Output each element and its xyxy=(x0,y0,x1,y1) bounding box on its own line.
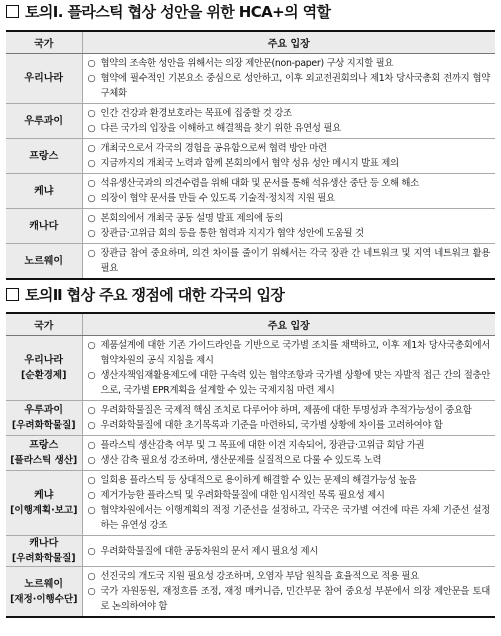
table-row xyxy=(6,139,495,174)
circle-bullet-icon: ○ xyxy=(87,158,96,169)
position-cell xyxy=(82,336,495,401)
circle-bullet-icon: ○ xyxy=(87,490,96,501)
table-row xyxy=(6,401,495,436)
country-name: 프랑스 xyxy=(29,440,59,451)
circle-bullet-icon: ○ xyxy=(87,505,96,516)
circle-bullet-icon: ○ xyxy=(87,370,96,381)
table-row xyxy=(6,536,495,567)
position-item xyxy=(88,569,491,584)
circle-bullet-icon: ○ xyxy=(87,440,96,451)
position-text: 일회용 플라스틱 등 상대적으로 용이하게 해결할 수 있는 문제의 해결가능성 높음 xyxy=(100,475,417,486)
country-name: 우루과이 xyxy=(24,115,64,127)
circle-bullet-icon: ○ xyxy=(87,455,96,466)
country-name: 프랑스 xyxy=(29,150,59,162)
header-position: 주요 입장 xyxy=(82,313,495,336)
position-item xyxy=(88,226,491,241)
circle-bullet-icon: ○ xyxy=(87,340,96,351)
header-country: 국가 xyxy=(6,313,82,336)
position-item xyxy=(88,584,491,614)
position-text: 개최국으로서 각국의 경험을 공유함으로써 협력 방안 마련 xyxy=(100,143,327,154)
position-cell xyxy=(82,567,495,618)
circle-bullet-icon: ○ xyxy=(87,405,96,416)
position-text: 제거가능한 플라스틱 및 우려화학물질에 대한 임시적인 목록 필요성 제시 xyxy=(100,490,385,501)
table-row xyxy=(6,54,495,104)
country-cell xyxy=(6,336,82,401)
country-name: 캐나다 xyxy=(29,538,59,549)
position-text: 장관급·고위급 회의 등을 통한 협력과 지지가 협약 성안에 도움될 것 xyxy=(100,228,364,239)
position-cell xyxy=(82,174,495,209)
position-cell xyxy=(82,139,495,174)
position-text: 플라스틱 생산감축 여부 및 그 목표에 대한 이견 지속되어, 장관급·고위급 회담 가권 xyxy=(100,440,425,451)
position-item xyxy=(88,488,491,503)
country-cell xyxy=(6,567,82,618)
table-row xyxy=(6,567,495,618)
checkbox-square-icon xyxy=(6,5,19,18)
circle-bullet-icon: ○ xyxy=(87,58,96,69)
position-text: 협약의 조속한 성안을 위해서는 의장 제안문(non-paper) 구상 지지할 필요 xyxy=(100,58,394,69)
issue-label: [이행계획·보고] xyxy=(10,505,78,516)
position-text: 장관급 참여 중요하며, 의견 차이를 줄이기 위해서는 각국 장관 간 네트워크 및 지역 네트워크 활용 필요 xyxy=(100,248,490,274)
country-cell xyxy=(6,401,82,436)
circle-bullet-icon: ○ xyxy=(87,73,96,84)
circle-bullet-icon: ○ xyxy=(87,228,96,239)
circle-bullet-icon: ○ xyxy=(87,123,96,134)
position-text: 협약에 필수적인 기본요소 중심으로 성안하고, 이후 외교전권회의나 제1차 당사국총회 전까지 협약 구체화 xyxy=(100,73,490,99)
table-row xyxy=(6,104,495,139)
issue-label: [우려화학물질] xyxy=(11,553,76,564)
circle-bullet-icon: ○ xyxy=(87,475,96,486)
section2-table xyxy=(6,312,495,618)
position-item xyxy=(88,403,491,418)
position-item xyxy=(88,121,491,136)
position-item xyxy=(88,544,491,559)
position-item xyxy=(88,56,491,71)
table-row xyxy=(6,336,495,401)
country-name: 캐나다 xyxy=(29,220,59,232)
country-name: 우루과이 xyxy=(24,405,64,416)
country-cell xyxy=(6,209,82,244)
country-cell xyxy=(6,536,82,567)
position-item xyxy=(88,473,491,488)
circle-bullet-icon: ○ xyxy=(87,143,96,154)
position-text: 지금까지의 개최국 노력과 함께 본회의에서 협약 성유 성안 메시지 발표 제의 xyxy=(100,158,399,169)
table-row xyxy=(6,436,495,471)
country-name: 우리나라 xyxy=(24,355,64,366)
circle-bullet-icon: ○ xyxy=(87,213,96,224)
table-header-row xyxy=(6,31,495,54)
position-text: 생산 감축 필요성 강조하며, 생산문제를 실질적으로 다룰 수 있도록 노력 xyxy=(100,455,382,466)
country-cell xyxy=(6,54,82,104)
section1-table xyxy=(6,30,495,280)
position-item xyxy=(88,418,491,433)
position-item xyxy=(88,438,491,453)
header-country: 국가 xyxy=(6,31,82,54)
position-cell xyxy=(82,209,495,244)
table-row xyxy=(6,471,495,536)
country-name: 노르웨이 xyxy=(24,578,64,590)
table-row xyxy=(6,209,495,244)
header-position: 주요 입장 xyxy=(82,31,495,54)
position-item xyxy=(88,71,491,101)
checkbox-square-icon xyxy=(6,288,19,301)
position-cell xyxy=(82,54,495,104)
position-cell xyxy=(82,244,495,280)
position-cell xyxy=(82,471,495,536)
position-cell xyxy=(82,401,495,436)
position-cell xyxy=(82,104,495,139)
position-text: 다른 국가의 입장을 이해하고 해결책을 찾기 위한 유연성 필요 xyxy=(100,123,341,134)
position-item xyxy=(88,106,491,121)
circle-bullet-icon: ○ xyxy=(87,248,96,259)
position-text: 선진국의 개도국 지원 필요성 강조하며, 오염자 부담 원칙을 효율적으로 적용 필요 xyxy=(100,571,419,582)
table-header-row xyxy=(6,313,495,336)
table-row xyxy=(6,174,495,209)
country-name: 우리나라 xyxy=(24,73,64,84)
country-name: 노르웨이 xyxy=(24,255,64,267)
section1-title: 토의Ⅰ. 플라스틱 협상 성안을 위한 HCA+의 역할 xyxy=(6,3,330,21)
circle-bullet-icon: ○ xyxy=(87,545,96,557)
section2-title: 토의Ⅱ 협상 주요 쟁점에 대한 각국의 입장 xyxy=(6,286,284,304)
circle-bullet-icon: ○ xyxy=(87,178,96,189)
position-text: 국가 자원동원, 재정흐름 조정, 재정 매커니즘, 민간부문 참여 중요성 부분에서 의장 제안문을 토대로 논의하여야 함 xyxy=(100,586,490,612)
position-cell xyxy=(82,536,495,567)
country-name: 케냐 xyxy=(34,185,54,197)
country-cell xyxy=(6,436,82,471)
position-text: 제품설계에 대한 기존 가이드라인을 기반으로 국가별 조치를 채택하고, 이후 제1차 당사국총회에서 협약차원의 공식 지침을 제시 xyxy=(100,340,490,366)
position-item xyxy=(88,453,491,468)
circle-bullet-icon: ○ xyxy=(87,586,96,597)
position-text: 석유생산국과의 의견수렴을 위해 대화 및 문서를 통해 석유생산 중단 등 오해 해소 xyxy=(100,178,419,189)
issue-label: [순환경제] xyxy=(21,370,67,381)
position-item xyxy=(88,246,491,276)
position-text: 우려화학물질은 국제적 핵심 조치로 다루어야 하며, 제품에 대한 투명성과 추적가능성이 중요함 xyxy=(100,405,472,416)
circle-bullet-icon: ○ xyxy=(87,420,96,431)
position-cell xyxy=(82,436,495,471)
position-text: 협약차원에서는 이행계획의 적정 기준선을 설정하고, 각국은 국가별 여건에 따른 자체 기준선 설정하는 유연성 강조 xyxy=(100,505,490,531)
position-item xyxy=(88,176,491,191)
position-item xyxy=(88,191,491,206)
issue-label: [우려화학물질] xyxy=(11,420,76,431)
table-row xyxy=(6,244,495,280)
issue-label: [재정·이행수단] xyxy=(10,593,78,605)
position-item xyxy=(88,141,491,156)
position-item xyxy=(88,211,491,226)
position-item xyxy=(88,368,491,398)
country-cell xyxy=(6,104,82,139)
circle-bullet-icon: ○ xyxy=(87,571,96,582)
position-text: 인간 건강과 환경보호라는 목표에 집중할 것 강조 xyxy=(100,108,292,119)
issue-label: [플라스틱 생산] xyxy=(10,455,78,466)
circle-bullet-icon: ○ xyxy=(87,108,96,119)
country-cell xyxy=(6,471,82,536)
position-item xyxy=(88,156,491,171)
country-cell xyxy=(6,139,82,174)
position-text: 우려화학물질에 대한 초기목록과 기준을 마련하되, 국가별 상황에 차이를 고려하여야 함 xyxy=(100,420,443,431)
position-text: 우려화학물질에 대한 공동차원의 문서 제시 필요성 제시 xyxy=(100,545,318,557)
country-name: 케냐 xyxy=(34,490,54,501)
country-cell xyxy=(6,174,82,209)
position-text: 본회의에서 개최국 공동 설명 발표 제의에 동의 xyxy=(100,213,283,224)
circle-bullet-icon: ○ xyxy=(87,193,96,204)
position-text: 생산자책임재활용제도에 대한 구속력 있는 협약조항과 국가별 상황에 맞는 자발적 접근 간의 절충안으로, 국가별 EPR계획을 설계할 수 있는 국제지침 마련 제시 xyxy=(100,370,490,396)
position-item xyxy=(88,503,491,533)
position-item xyxy=(88,338,491,368)
position-text: 의장이 협약 문서를 만들 수 있도록 기술적·정치적 지원 필요 xyxy=(100,193,335,204)
country-cell xyxy=(6,244,82,280)
